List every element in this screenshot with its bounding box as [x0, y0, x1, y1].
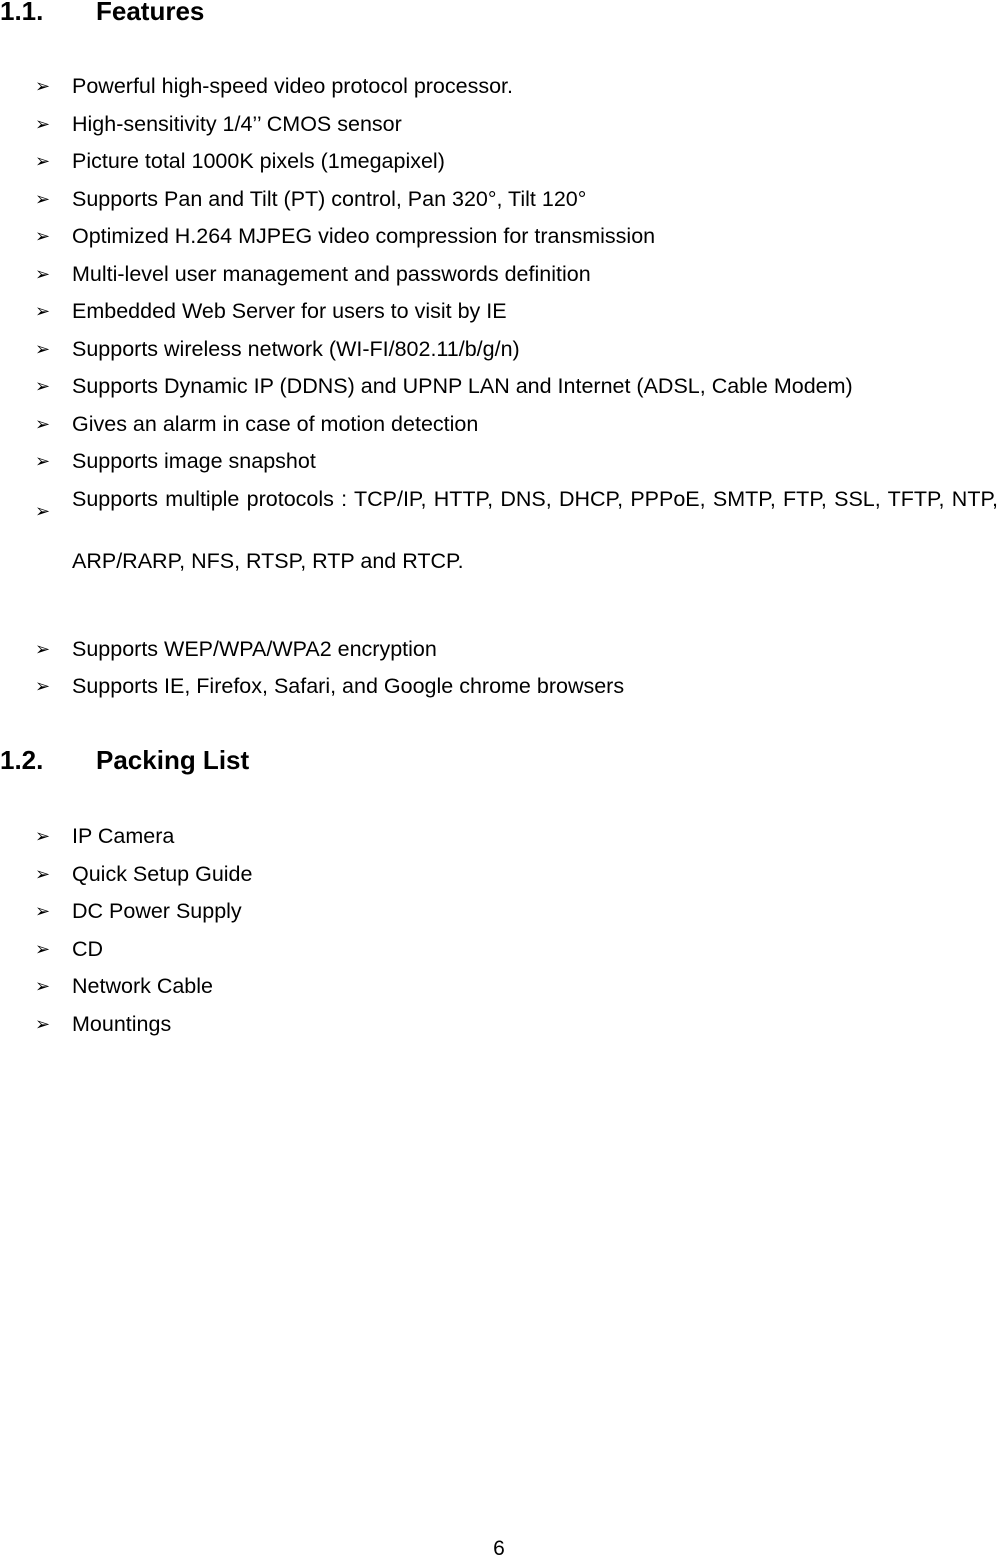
packing-item-text: Mountings [72, 1011, 172, 1036]
list-item [0, 222, 998, 260]
arrowhead-bullet-icon: ➢ [35, 638, 51, 659]
list-item [0, 335, 998, 373]
arrowhead-bullet-icon: ➢ [35, 451, 51, 471]
packing-item-text: IP Camera [72, 824, 175, 848]
arrowhead-bullet-icon: ➢ [35, 976, 51, 996]
arrowhead-bullet-icon: ➢ [35, 226, 51, 246]
arrowhead-bullet-icon: ➢ [35, 676, 51, 696]
list-item [0, 822, 998, 860]
feature-text: Supports multiple protocols : TCP/IP, HTTP, DNS, DHCP, PPPoE, SMTP, FTP, SSL, TFTP, NTP, ARP/RARP, NFS, RTSP, RTP and RTCP. [72, 486, 998, 573]
feature-text: Supports Dynamic IP (DDNS) and UPNP LAN and Internet (ADSL, Cable Modem) [72, 374, 853, 398]
packing-item-text: Quick Setup Guide [72, 861, 253, 886]
list-item [0, 185, 998, 223]
list-item [0, 897, 998, 935]
feature-text: Supports image snapshot [72, 449, 316, 473]
packing-item-text: CD [72, 936, 104, 961]
arrowhead-bullet-icon: ➢ [35, 500, 51, 521]
feature-text: Picture total 1000K pixels (1megapixel) [72, 149, 445, 173]
feature-text: Supports WEP/WPA/WPA2 encryption [72, 636, 437, 661]
feature-text: Multi-level user management and passwords definition [72, 261, 591, 286]
arrowhead-bullet-icon: ➢ [35, 826, 51, 846]
feature-text: Supports IE, Firefox, Safari, and Google chrome browsers [72, 674, 625, 698]
arrowhead-bullet-icon: ➢ [35, 113, 51, 134]
list-item [0, 485, 998, 635]
list-item [0, 260, 998, 298]
packing-list [0, 822, 998, 1047]
feature-text: Powerful high-speed video protocol processor. [72, 74, 514, 98]
list-item [0, 72, 998, 110]
features-section-title: Features [96, 0, 205, 26]
features-section-number: 1.1. [0, 0, 44, 26]
feature-text: Optimized H.264 MJPEG video compression for transmission [72, 224, 656, 248]
list-item [0, 672, 998, 710]
feature-text: High-sensitivity 1/4’’ CMOS sensor [72, 111, 402, 136]
arrowhead-bullet-icon: ➢ [35, 188, 51, 209]
arrowhead-bullet-icon: ➢ [35, 1013, 51, 1034]
arrowhead-bullet-icon: ➢ [35, 376, 51, 396]
arrowhead-bullet-icon: ➢ [35, 863, 51, 884]
arrowhead-bullet-icon: ➢ [35, 151, 51, 171]
page-number: 6 [493, 1537, 505, 1560]
feature-text: Supports wireless network (WI-FI/802.11/b/g/n) [72, 336, 520, 361]
packing-section-number: 1.2. [0, 745, 44, 775]
packing-item-text: Network Cable [72, 974, 213, 998]
list-item [0, 147, 998, 185]
packing-section-title: Packing List [96, 745, 250, 775]
list-item [0, 410, 998, 448]
arrowhead-bullet-icon: ➢ [35, 901, 51, 921]
feature-text: Gives an alarm in case of motion detection [72, 411, 479, 436]
list-item [0, 972, 998, 1010]
arrowhead-bullet-icon: ➢ [35, 301, 51, 321]
arrowhead-bullet-icon: ➢ [35, 938, 51, 959]
packing-item-text: DC Power Supply [72, 899, 242, 923]
list-item [0, 110, 998, 148]
arrowhead-bullet-icon: ➢ [35, 413, 51, 434]
list-item [0, 372, 998, 410]
arrowhead-bullet-icon: ➢ [35, 76, 51, 96]
list-item [0, 297, 998, 335]
arrowhead-bullet-icon: ➢ [35, 263, 51, 284]
features-heading [0, 0, 204, 26]
list-item [0, 635, 998, 673]
arrowhead-bullet-icon: ➢ [35, 338, 51, 359]
feature-text: Embedded Web Server for users to visit by IE [72, 299, 507, 323]
list-item [0, 935, 998, 973]
features-list [0, 72, 998, 710]
list-item [0, 860, 998, 898]
list-item [0, 1010, 998, 1048]
feature-text: Supports Pan and Tilt (PT) control, Pan 320°, Tilt 120° [72, 186, 587, 211]
packing-list-heading [0, 745, 249, 775]
